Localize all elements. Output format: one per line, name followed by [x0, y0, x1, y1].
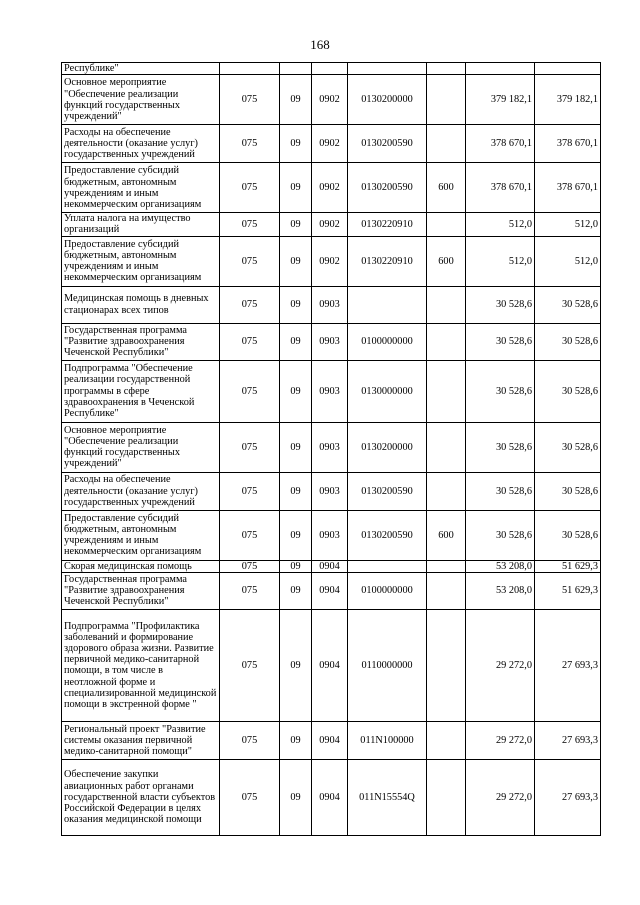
row-name: Региональный проект "Развитие системы оказания первичной медико-санитарной помощи" [62, 721, 220, 759]
row-ministry: 075 [220, 323, 280, 360]
row-amount-year-1: 53 208,0 [466, 560, 535, 572]
row-section: 09 [280, 759, 312, 835]
row-amount-year-2: 27 693,3 [535, 759, 601, 835]
row-subsection: 0904 [312, 721, 348, 759]
row-ministry [220, 63, 280, 75]
row-amount-year-1: 30 528,6 [466, 472, 535, 510]
row-subsection: 0904 [312, 572, 348, 609]
row-subsection [312, 63, 348, 75]
row-amount-year-2: 27 693,3 [535, 721, 601, 759]
row-amount-year-2 [535, 63, 601, 75]
table-row [62, 63, 601, 75]
row-amount-year-1: 512,0 [466, 236, 535, 286]
row-amount-year-1: 53 208,0 [466, 572, 535, 609]
row-target-article [348, 63, 427, 75]
row-section: 09 [280, 286, 312, 323]
row-subsection: 0903 [312, 510, 348, 560]
row-amount-year-2: 30 528,6 [535, 510, 601, 560]
table-row [62, 759, 601, 835]
row-name: Обеспечение закупки авиационных работ органами государственной власти субъектов Российской Федерации в целях оказания медицинской помощи [62, 759, 220, 835]
row-name: Республике" [62, 63, 220, 75]
row-target-article: 0130220910 [348, 213, 427, 236]
row-section: 09 [280, 422, 312, 472]
row-subsection: 0903 [312, 323, 348, 360]
row-name: Основное мероприятие "Обеспечение реализации функций государственных учреждений" [62, 75, 220, 125]
row-expense-type [427, 609, 466, 721]
table-row [62, 572, 601, 609]
row-expense-type [427, 360, 466, 422]
row-section: 09 [280, 360, 312, 422]
row-section: 09 [280, 510, 312, 560]
row-expense-type [427, 286, 466, 323]
row-amount-year-1: 378 670,1 [466, 125, 535, 163]
row-section: 09 [280, 213, 312, 236]
row-amount-year-2: 27 693,3 [535, 609, 601, 721]
row-section: 09 [280, 125, 312, 163]
row-target-article [348, 560, 427, 572]
row-amount-year-2: 51 629,3 [535, 560, 601, 572]
row-expense-type [427, 213, 466, 236]
row-amount-year-1: 30 528,6 [466, 422, 535, 472]
row-section [280, 63, 312, 75]
table-row [62, 560, 601, 572]
row-name: Государственная программа "Развитие здравоохранения Чеченской Республики" [62, 572, 220, 609]
row-expense-type [427, 721, 466, 759]
row-expense-type [427, 63, 466, 75]
row-ministry: 075 [220, 213, 280, 236]
row-amount-year-1: 378 670,1 [466, 163, 535, 213]
row-name: Медицинская помощь в дневных стационарах всех типов [62, 286, 220, 323]
table-row [62, 510, 601, 560]
row-name: Уплата налога на имущество организаций [62, 213, 220, 236]
row-expense-type: 600 [427, 163, 466, 213]
row-ministry: 075 [220, 360, 280, 422]
row-ministry: 075 [220, 721, 280, 759]
row-section: 09 [280, 323, 312, 360]
row-section: 09 [280, 572, 312, 609]
row-section: 09 [280, 75, 312, 125]
row-name: Расходы на обеспечение деятельности (оказание услуг) государственных учреждений [62, 125, 220, 163]
row-amount-year-1: 29 272,0 [466, 759, 535, 835]
row-name: Расходы на обеспечение деятельности (оказание услуг) государственных учреждений [62, 472, 220, 510]
row-amount-year-1: 512,0 [466, 213, 535, 236]
row-ministry: 075 [220, 286, 280, 323]
row-amount-year-1: 379 182,1 [466, 75, 535, 125]
row-target-article: 011N15554Q [348, 759, 427, 835]
row-name: Предоставление субсидий бюджетным, автономным учреждениям и иным некоммерческим организациям [62, 510, 220, 560]
table-row [62, 75, 601, 125]
budget-table [61, 62, 601, 836]
row-amount-year-2: 512,0 [535, 236, 601, 286]
row-expense-type [427, 759, 466, 835]
row-name: Основное мероприятие "Обеспечение реализации функций государственных учреждений" [62, 422, 220, 472]
row-amount-year-1: 30 528,6 [466, 323, 535, 360]
table-row [62, 163, 601, 213]
table-row [62, 286, 601, 323]
row-expense-type [427, 422, 466, 472]
row-expense-type [427, 75, 466, 125]
row-ministry: 075 [220, 572, 280, 609]
budget-table-body [62, 63, 601, 836]
row-subsection: 0902 [312, 125, 348, 163]
row-amount-year-2: 30 528,6 [535, 472, 601, 510]
row-subsection: 0902 [312, 236, 348, 286]
row-subsection: 0903 [312, 422, 348, 472]
table-row [62, 213, 601, 236]
row-section: 09 [280, 472, 312, 510]
row-ministry: 075 [220, 163, 280, 213]
row-name: Государственная программа "Развитие здравоохранения Чеченской Республики" [62, 323, 220, 360]
row-name: Подпрограмма "Профилактика заболеваний и формирование здорового образа жизни. Развитие первичной медико-санитарной помощи, в том числе в неотложной форме и специализированной медицинской помощи в экстренной форме " [62, 609, 220, 721]
row-expense-type [427, 572, 466, 609]
row-ministry: 075 [220, 75, 280, 125]
row-amount-year-2: 378 670,1 [535, 125, 601, 163]
row-section: 09 [280, 560, 312, 572]
row-target-article: 0130200000 [348, 422, 427, 472]
row-target-article: 0130200000 [348, 75, 427, 125]
row-ministry: 075 [220, 759, 280, 835]
row-expense-type: 600 [427, 236, 466, 286]
row-subsection: 0902 [312, 213, 348, 236]
row-name: Скорая медицинская помощь [62, 560, 220, 572]
row-amount-year-1: 29 272,0 [466, 609, 535, 721]
row-expense-type: 600 [427, 510, 466, 560]
row-target-article: 0130000000 [348, 360, 427, 422]
row-amount-year-1: 30 528,6 [466, 286, 535, 323]
row-target-article: 0130200590 [348, 510, 427, 560]
row-amount-year-2: 30 528,6 [535, 323, 601, 360]
row-subsection: 0902 [312, 75, 348, 125]
row-ministry: 075 [220, 472, 280, 510]
row-subsection: 0904 [312, 759, 348, 835]
row-name: Предоставление субсидий бюджетным, автономным учреждениям и иным некоммерческим организациям [62, 163, 220, 213]
row-ministry: 075 [220, 236, 280, 286]
table-row [62, 609, 601, 721]
row-expense-type [427, 125, 466, 163]
row-subsection: 0902 [312, 163, 348, 213]
row-subsection: 0903 [312, 472, 348, 510]
table-row [62, 422, 601, 472]
row-target-article: 0130220910 [348, 236, 427, 286]
row-amount-year-2: 512,0 [535, 213, 601, 236]
row-amount-year-1: 30 528,6 [466, 360, 535, 422]
row-amount-year-2: 30 528,6 [535, 422, 601, 472]
row-target-article: 011N100000 [348, 721, 427, 759]
table-row [62, 721, 601, 759]
row-section: 09 [280, 236, 312, 286]
row-amount-year-2: 30 528,6 [535, 286, 601, 323]
row-amount-year-2: 51 629,3 [535, 572, 601, 609]
row-target-article: 0130200590 [348, 472, 427, 510]
row-subsection: 0904 [312, 609, 348, 721]
row-target-article: 0130200590 [348, 125, 427, 163]
row-subsection: 0904 [312, 560, 348, 572]
row-amount-year-2: 30 528,6 [535, 360, 601, 422]
table-row [62, 236, 601, 286]
row-target-article: 0100000000 [348, 572, 427, 609]
row-section: 09 [280, 721, 312, 759]
row-target-article: 0110000000 [348, 609, 427, 721]
row-expense-type [427, 472, 466, 510]
row-section: 09 [280, 163, 312, 213]
table-row [62, 360, 601, 422]
row-amount-year-1 [466, 63, 535, 75]
row-ministry: 075 [220, 422, 280, 472]
row-ministry: 075 [220, 560, 280, 572]
row-target-article [348, 286, 427, 323]
row-name: Подпрограмма "Обеспечение реализации государственной программы в сфере здравоохранения в Чеченской Республике" [62, 360, 220, 422]
row-expense-type [427, 323, 466, 360]
row-subsection: 0903 [312, 286, 348, 323]
row-subsection: 0903 [312, 360, 348, 422]
row-name: Предоставление субсидий бюджетным, автономным учреждениям и иным некоммерческим организациям [62, 236, 220, 286]
row-amount-year-1: 29 272,0 [466, 721, 535, 759]
row-amount-year-2: 378 670,1 [535, 163, 601, 213]
row-section: 09 [280, 609, 312, 721]
row-amount-year-2: 379 182,1 [535, 75, 601, 125]
row-amount-year-1: 30 528,6 [466, 510, 535, 560]
table-row [62, 125, 601, 163]
row-ministry: 075 [220, 125, 280, 163]
table-row [62, 323, 601, 360]
row-target-article: 0100000000 [348, 323, 427, 360]
row-expense-type [427, 560, 466, 572]
row-target-article: 0130200590 [348, 163, 427, 213]
table-row [62, 472, 601, 510]
row-ministry: 075 [220, 609, 280, 721]
page-number: 168 [310, 37, 330, 52]
row-ministry: 075 [220, 510, 280, 560]
